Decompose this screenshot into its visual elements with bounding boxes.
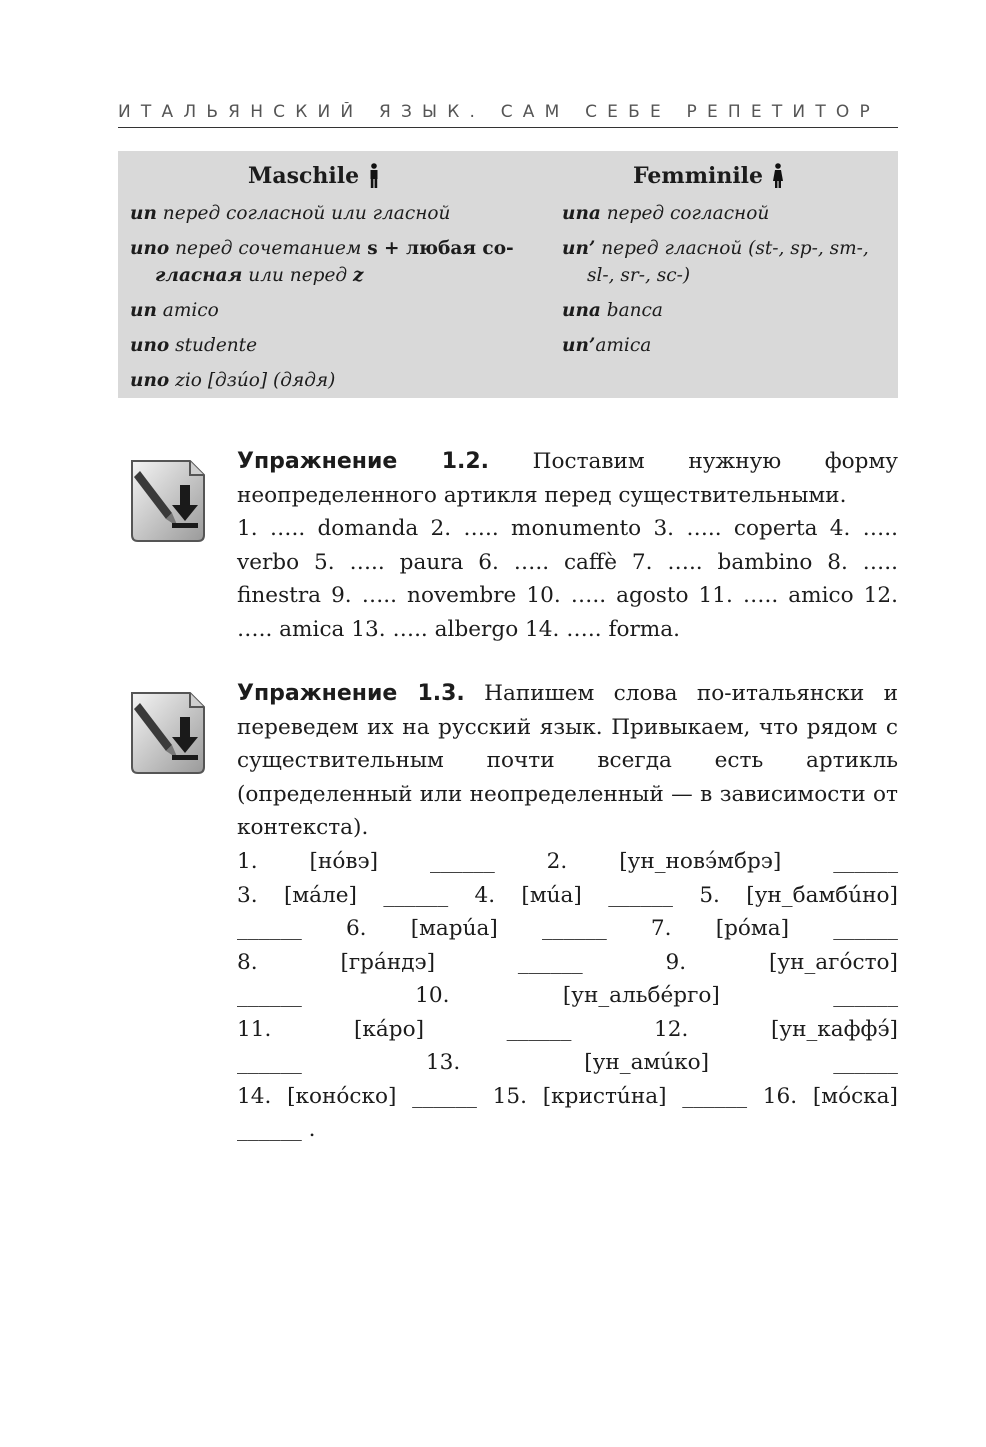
maschile-title: Maschile [248,163,380,189]
pencil-exercise-icon [126,687,208,775]
header-rule [118,127,898,128]
answer-blank: ______ [383,882,449,908]
answer-token: 7. [650,916,672,941]
answer-token: 13. [425,1050,461,1075]
femminile-row: un’ перед гласной (st-, sp-, sm-, [562,238,869,259]
answer-token: [мóска] [812,1083,898,1109]
answer-blank: ______ [412,1083,477,1109]
answer-row [237,1113,898,1147]
answer-row [237,946,898,980]
answer-token: [ун_амúко] [584,1050,710,1075]
answer-token: [кристúна] [542,1083,667,1109]
maschile-row: uno zio [дзúо] (дядя) [130,370,336,391]
exercise-1-3-answers [237,845,898,1147]
answer-blank: ______ [237,916,302,941]
maschile-row: гласная или перед z [155,265,364,286]
answer-blank: ______ [541,916,607,941]
answer-token: [ун_альбéрго] [562,983,720,1008]
answer-token: [нóвэ] [309,849,379,874]
answer-row [237,979,898,1013]
answer-blank: ______ [682,1083,748,1109]
answer-token: [марúа] [410,916,498,941]
maschile-row: uno studente [130,335,258,356]
male-person-icon [368,163,380,189]
answer-blank: ______ [237,983,302,1008]
exercise-1-2 [118,445,898,655]
answer-row [237,912,898,946]
answer-token: [ун_агóсто] [768,949,898,975]
answer-token: 12. [654,1016,689,1042]
exercise-1-3 [118,677,898,1157]
answer-blank: ______ [833,849,898,874]
answer-row [237,879,898,913]
answer-token: [ун_бамбúно] [746,882,898,908]
answer-blank: ______ [506,1016,572,1042]
answer-token: 2. [546,849,568,874]
answer-token: [кáро] [353,1016,424,1042]
answer-blank: ______ [517,949,583,975]
answer-token: 14. [237,1083,272,1109]
answer-token: 6. [345,916,367,941]
running-head: ИТАЛЬЯНСКИЙ ЯЗЫК. САМ СЕБЕ РЕПЕТИТОР [118,102,880,122]
female-person-icon [772,163,784,189]
answer-blank: ______ . [237,1117,316,1142]
answer-blank: ______ [833,1050,898,1075]
answer-token: [грáндэ] [340,949,436,975]
exercise-1-3-text: Упражнение 1.3. Напишем слова по-итальянски и переведем их на русский язык. Привыкаем, что рядом с существительным почти всегда есть артикль (определенный или неопределенный — в зависимости от контекста). [237,681,899,840]
answer-token: 10. [415,983,450,1008]
femminile-title: Femminile [633,163,784,189]
answer-token: [конóско] [287,1083,397,1109]
article-table [118,151,898,398]
answer-token: [мáле] [283,882,357,908]
answer-token: [ун_каффэ́] [770,1016,898,1042]
maschile-row: uno перед сочетанием s + любая со- [130,238,514,259]
answer-blank: ______ [429,849,495,874]
femminile-row: una banca [562,300,663,321]
answer-blank: ______ [608,882,673,908]
answer-row [237,845,898,879]
femminile-row: una перед согласной [562,203,770,224]
answer-blank: ______ [237,1050,302,1075]
answer-token: 11. [237,1016,272,1042]
answer-row [237,1013,898,1047]
answer-token: 5. [699,882,720,908]
answer-token: 9. [665,949,687,975]
answer-token: 4. [474,882,496,908]
maschile-row: un перед согласной или гласной [130,203,451,224]
exercise-1-2-items: 1. ….. domanda 2. ….. monumento 3. ….. coperta 4. ….. verbo 5. ….. paura 6. ….. caffè 7. ….. bambino 8. ….. finestra 9. ….. novembre 10. ….. agosto 11. ….. amico 12. ….. amica 13. ….. albergo 14. ….. forma. [237,516,898,642]
answer-token: [ун_новэ́мбрэ] [619,849,782,874]
answer-token: 15. [492,1083,528,1109]
femminile-row: sl-, sr-, sc-) [587,265,691,286]
answer-row [237,1080,898,1114]
answer-token: 8. [237,949,258,975]
answer-token: 16. [762,1083,798,1109]
answer-row [237,1046,898,1080]
answer-token: 3. [237,882,258,908]
femminile-row: un’amica [562,335,652,356]
maschile-row: un amico [130,300,219,321]
answer-token: [мúа] [521,882,582,908]
answer-blank: ______ [833,916,898,941]
pencil-exercise-icon [126,455,208,543]
answer-token: [рóма] [715,916,790,941]
answer-blank: ______ [833,983,898,1008]
answer-token: 1. [237,849,258,874]
exercise-1-2-text: Упражнение 1.2. Поставим нужную форму неопределенного артикля перед существительными. 1. ….. domanda 2. ….. monumento 3. ….. coperta 4. ….. verbo 5. ….. paura 6. ….. caffè 7. ….. bambino 8. ….. finestra 9. ….. novembre 10. ….. agosto 11. ….. amico 12. ….. amica 13. ….. albergo 14. ….. forma. [237,449,899,642]
